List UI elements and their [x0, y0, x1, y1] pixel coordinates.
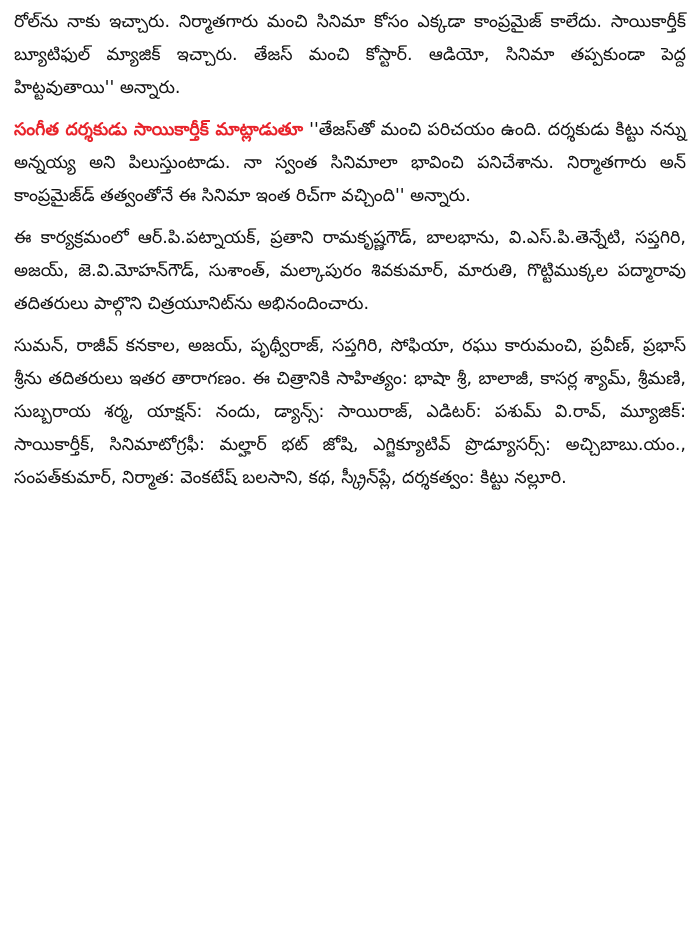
paragraph-cast-crew: సుమన్, రాజీవ్ కనకాల, అజయ్, పృథ్వీరాజ్, సప్తగిరి, సోఫియా, రఘు కారుమంచి, ప్రవీణ్, ప్రభాస్ శ్రీను తదితరులు ఇతర తారాగణం. ఈ చిత్రానికి సాహిత్యం: భాషా శ్రీ, బాలాజీ, కాసర్ల శ్యామ్, శ్రీమణి, సుబ్బరాయ శర్మ, యాక్షన్: నందు, డ్యాన్స్: సాయిరాజ్, ఎడిటర్: పశుమ్ వి.రావ్, మ్యూజిక్: సాయికార్తీక్, సినిమాటోగ్రఫీ: మల్హార్ భట్ జోషి, ఎగ్జిక్యూటివ్ ప్రొడ్యూసర్స్: అచ్చిబాబు.యం., సంపత్‌కుమార్, నిర్మాత: వెంకటేష్ బలసాని, కథ, స్క్రీన్‌ప్లే, దర్శకత్వం: కిట్టు నల్లూరి. [14, 336, 686, 488]
speaker-quote: ''తేజస్‌తో మంచి పరిచయం ఉంది. దర్శకుడు కిట్టు నన్ను అన్నయ్య అని పిలుస్తుంటాడు. నా స్వంత సినిమాలా భావించి పనిచేశాను. నిర్మాతగారు అన్ కాంప్రమైజ్‌డ్ తత్వంతోనే ఈ సినిమా ఇంత రిచ్‌గా వచ్చింది'' అన్నారు. [14, 120, 687, 206]
paragraph-attendees: ఈ కార్యక్రమంలో ఆర్.పి.పట్నాయక్, ప్రతాని రామకృష్ణగౌడ్, బాలభాను, వి.ఎస్.పి.తెన్నేటి, సప్తగిరి, అజయ్, జె.వి.మోహన్‌గౌడ్, సుశాంత్, మల్కాపురం శివకుమార్, మారుతి, గొట్టిముక్కల పద్మారావు తదితరులు పాల్గొని చిత్రయూనిట్‌ను అభినందించారు. [14, 228, 686, 314]
article-body [14, 6, 686, 504]
paragraph-quote-continuation: రోల్‌ను నాకు ఇచ్చారు. నిర్మాతగారు మంచి సినిమా కోసం ఎక్కడా కాంప్రమైజ్ కాలేదు. సాయికార్తీక్ బ్యూటిఫుల్ మ్యాజిక్ ఇచ్చారు. తేజస్ మంచి కోస్టార్. ఆడియో, సినిమా తప్పకుండా పెద్ద హిట్టవుతాయి'' అన్నారు. [14, 12, 686, 98]
paragraph-music-director [14, 114, 686, 213]
speaker-name: సంగీత దర్శకుడు సాయికార్తీక్ మాట్లాడుతూ [14, 120, 304, 140]
